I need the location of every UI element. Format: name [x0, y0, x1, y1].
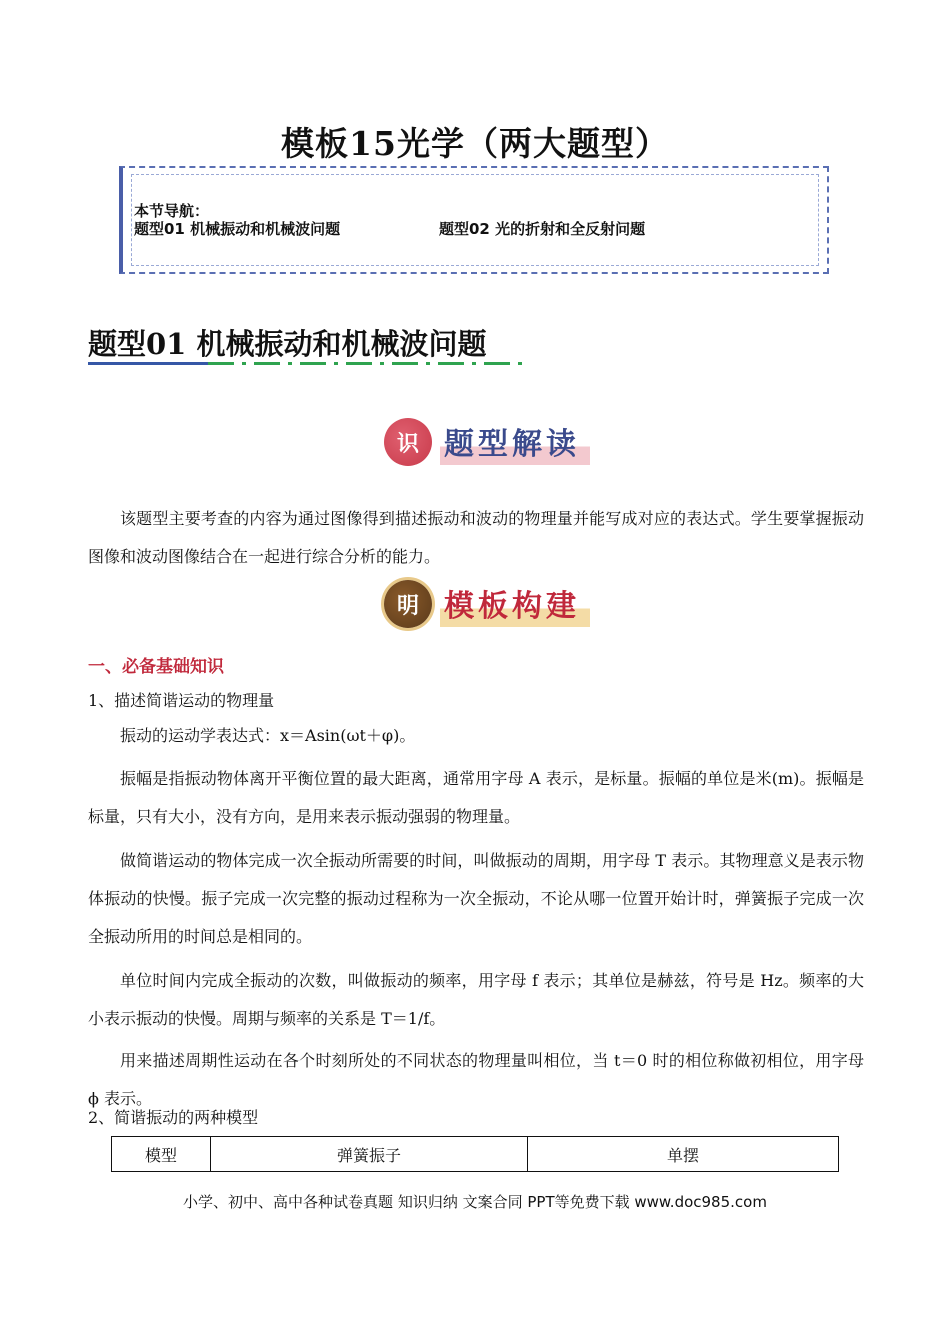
- badge-template-building: [384, 580, 590, 628]
- badge-seal-icon: 明: [384, 580, 432, 628]
- badge-topic-interpretation: [384, 418, 590, 466]
- section-title-underline-blue: [88, 362, 208, 365]
- models-table: [111, 1136, 839, 1172]
- table-header-cell: 单摆: [528, 1137, 839, 1172]
- subheading-quantities: 1、描述简谐运动的物理量: [88, 691, 275, 710]
- table-header-cell: 模型: [112, 1137, 211, 1172]
- badge-seal-icon: 识: [384, 418, 432, 466]
- document-title: 模板15光学（两大题型）: [281, 124, 669, 163]
- paragraph-amplitude: 振幅是指振动物体离开平衡位置的最大距离，通常用字母 A 表示，是标量。振幅的单位是米(m)。振幅是标量，只有大小，没有方向，是用来表示振动强弱的物理量。: [88, 769, 864, 826]
- nav-item-topic-01[interactable]: 题型01 机械振动和机械波问题: [134, 220, 341, 238]
- table-row: [112, 1137, 839, 1172]
- intro-paragraph: 该题型主要考查的内容为通过图像得到描述振动和波动的物理量并能写成对应的表达式。学生要掌握振动图像和波动图像结合在一起进行综合分析的能力。: [88, 509, 864, 566]
- page-footer: 小学、初中、高中各种试卷真题 知识归纳 文案合同 PPT等免费下载 www.doc985.com: [183, 1193, 767, 1211]
- section-title-topic-01: 题型01 机械振动和机械波问题: [88, 327, 487, 361]
- subheading-models: 2、简谐振动的两种模型: [88, 1108, 259, 1127]
- paragraph-period: 做简谐运动的物体完成一次全振动所需要的时间，叫做振动的周期，用字母 T 表示。其物理意义是表示物体振动的快慢。振子完成一次完整的振动过程称为一次全振动，不论从哪一位置开始计时，弹簧振子完成一次全振动所用的时间总是相同的。: [88, 851, 864, 946]
- paragraph-phase: 用来描述周期性运动在各个时刻所处的不同状态的物理量叫相位，当 t＝0 时的相位称做初相位，用字母 ϕ 表示。: [88, 1051, 864, 1108]
- badge-label: 题型解读: [440, 419, 590, 465]
- nav-heading: 本节导航：: [134, 202, 210, 220]
- paragraph-frequency: 单位时间内完成全振动的次数，叫做振动的频率，用字母 f 表示；其单位是赫兹，符号是 Hz。频率的大小表示振动的快慢。周期与频率的关系是 T＝1/f。: [88, 971, 864, 1028]
- formula-line: 振动的运动学表达式：x＝Asin(ωt＋φ)。: [120, 726, 416, 745]
- section-navigation-box: [119, 166, 829, 274]
- table-header-cell: 弹簧振子: [211, 1137, 528, 1172]
- nav-item-topic-02[interactable]: 题型02 光的折射和全反射问题: [439, 220, 646, 238]
- section-title-underline-green-dashed: [208, 362, 522, 365]
- basic-knowledge-heading: 一、必备基础知识: [88, 657, 224, 677]
- badge-label: 模板构建: [440, 581, 590, 627]
